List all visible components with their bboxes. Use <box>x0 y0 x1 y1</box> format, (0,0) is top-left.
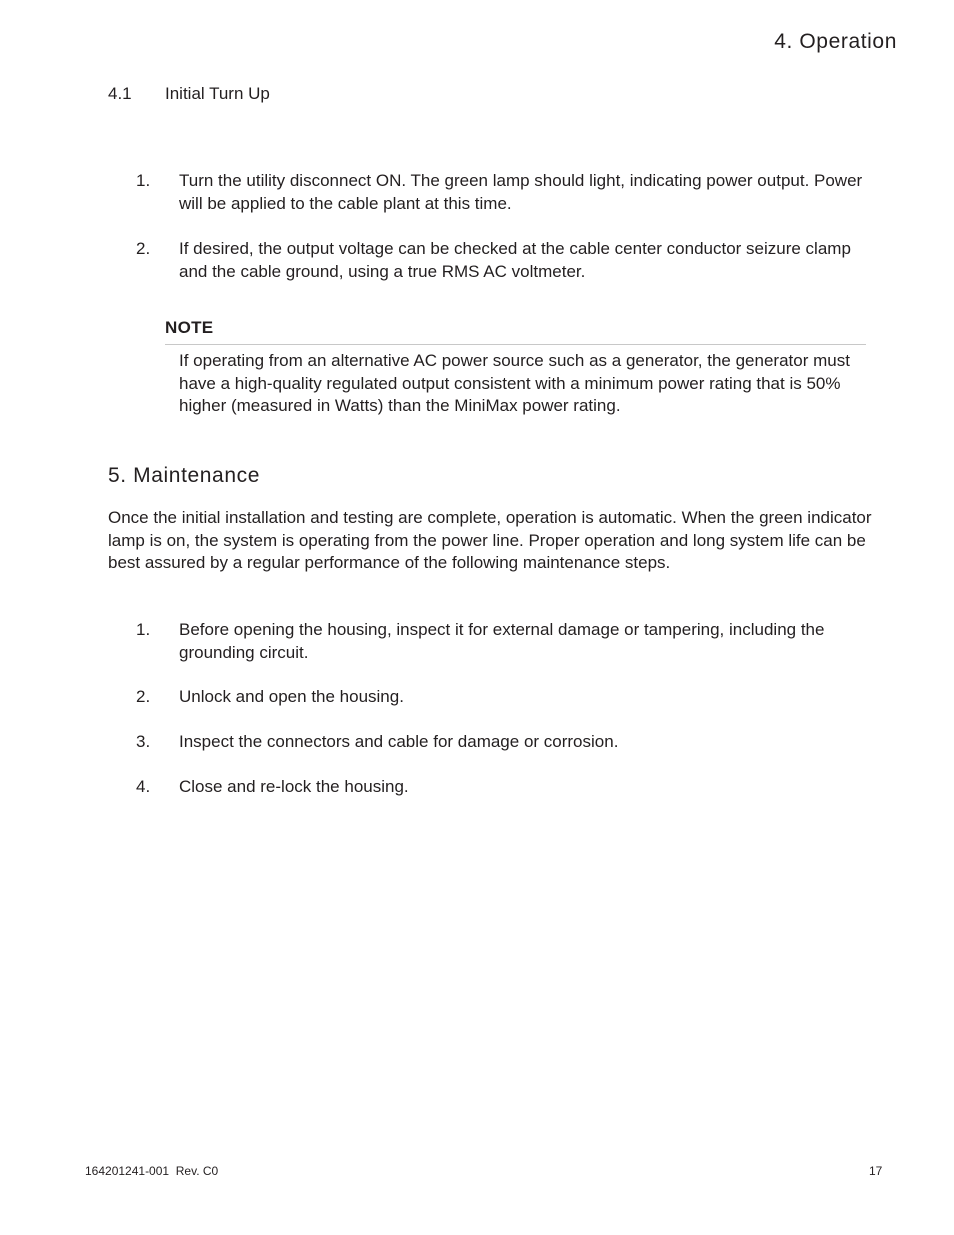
note-label: NOTE <box>165 318 214 337</box>
step-number: 4. <box>136 777 151 796</box>
step-text: If desired, the output voltage can be checked at the cable center conductor seizure clamp and the cable ground, using a true RMS AC voltmeter. <box>179 239 851 281</box>
page-number: 17 <box>869 1164 883 1178</box>
step-text: Unlock and open the housing. <box>179 687 404 706</box>
step-text: Close and re-lock the housing. <box>179 777 409 796</box>
note-divider <box>165 344 866 345</box>
subsection-title: Initial Turn Up <box>165 84 270 103</box>
note-text: If operating from an alternative AC power source such as a generator, the generator must have a high-quality regulated output consistent with a minimum power rating that is 50% higher (measured in Watts) than the MiniMax power rating. <box>179 351 850 415</box>
maintenance-heading: 5. Maintenance <box>108 464 260 487</box>
step-text: Inspect the connectors and cable for damage or corrosion. <box>179 732 619 751</box>
maintenance-intro: Once the initial installation and testing are complete, operation is automatic. When the green indicator lamp is on, the system is operating from the power line. Proper operation and long system life can be best assured by a regular performance of the following maintenance steps. <box>108 508 872 572</box>
step-number: 2. <box>136 239 151 258</box>
step-number: 3. <box>136 732 151 751</box>
step-number: 1. <box>136 620 151 639</box>
subsection-number: 4.1 <box>108 84 132 103</box>
step-number: 2. <box>136 687 151 706</box>
document-number: 164201241-001 Rev. C0 <box>85 1164 219 1178</box>
step-text: Before opening the housing, inspect it for external damage or tampering, including the grounding circuit. <box>179 620 825 662</box>
step-text: Turn the utility disconnect ON. The green lamp should light, indicating power output. Power will be applied to the cable plant at this time. <box>179 171 863 213</box>
step-number: 1. <box>136 171 151 190</box>
chapter-title: 4. Operation <box>774 30 897 53</box>
